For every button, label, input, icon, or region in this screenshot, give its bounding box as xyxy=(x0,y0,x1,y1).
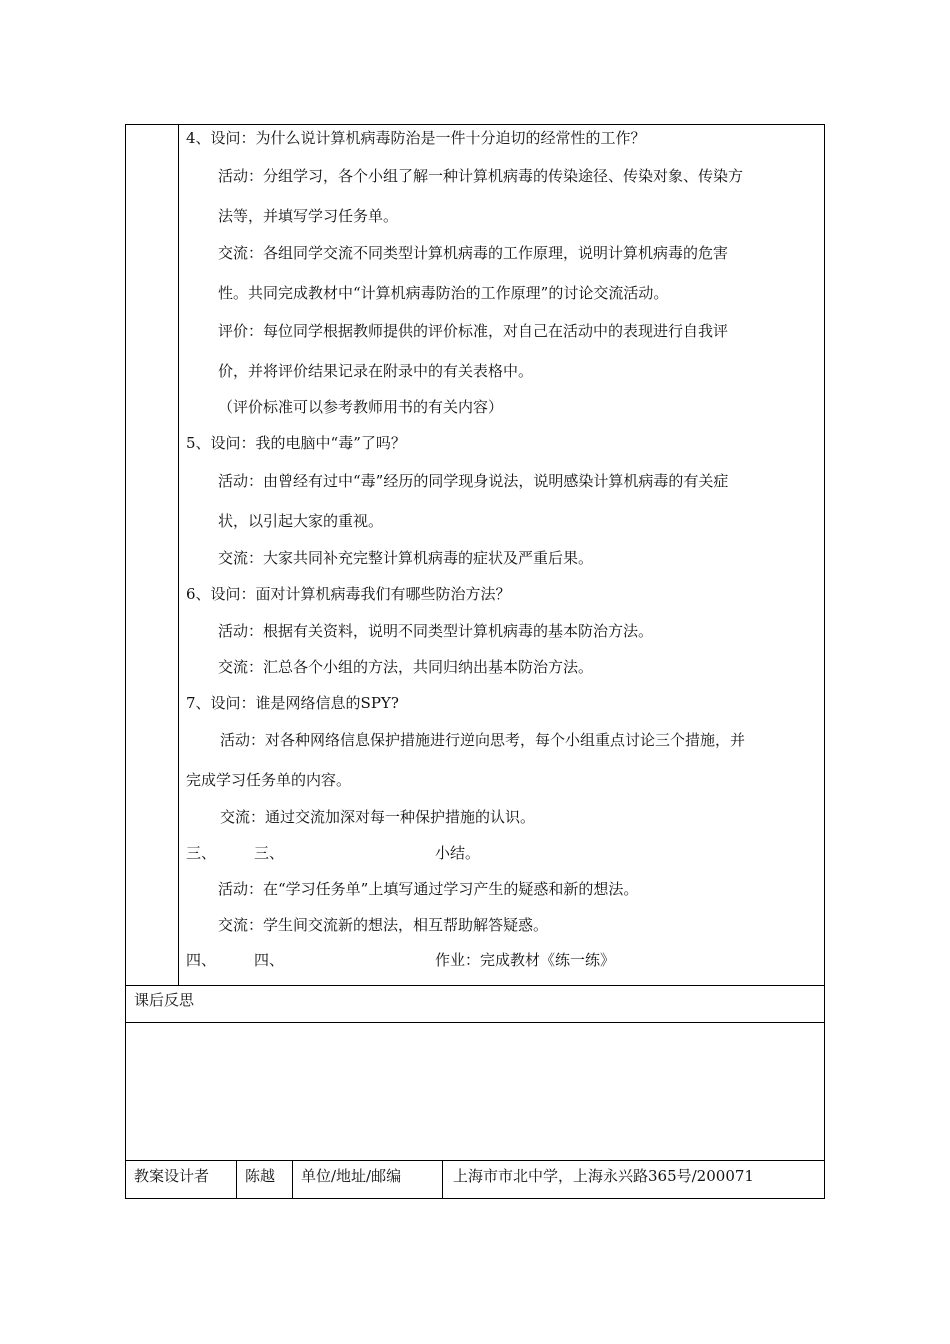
exchange-4: 交流：各组同学交流不同类型计算机病毒的工作原理，说明计算机病毒的危害 xyxy=(218,244,729,262)
unit-value: 上海市市北中学，上海永兴路365号/200071 xyxy=(453,1167,754,1185)
question-6: 6、设问：面对计算机病毒我们有哪些防治方法？ xyxy=(186,585,511,603)
section-3-title: 小结。 xyxy=(435,844,481,862)
evaluation-note: （评价标准可以参考教师用书的有关内容） xyxy=(218,398,504,416)
exchange-4-cont: 性。共同完成教材中“计算机病毒防治的工作原理”的讨论交流活动。 xyxy=(218,284,669,302)
designer-label: 教案设计者 xyxy=(134,1167,210,1185)
question-7: 7、设问：谁是网络信息的SPY? xyxy=(186,694,399,712)
section-4-number-repeat: 四、 xyxy=(254,951,285,969)
activity-4: 活动：分组学习，各个小组了解一种计算机病毒的传染途径、传染对象、传染方 xyxy=(218,167,744,185)
left-column-divider xyxy=(178,124,179,985)
evaluation-4-cont: 价，并将评价结果记录在附录中的有关表格中。 xyxy=(218,362,534,380)
question-5: 5、设问：我的电脑中“毒”了吗？ xyxy=(186,434,406,452)
section-3-activity: 活动：在“学习任务单”上填写通过学习产生的疑惑和新的想法。 xyxy=(218,880,639,898)
section-4-title: 作业：完成教材《练一练》 xyxy=(435,951,616,969)
footer-divider-1 xyxy=(236,1160,237,1199)
question-4: 4、设问：为什么说计算机病毒防治是一件十分迫切的经常性的工作？ xyxy=(186,129,646,147)
activity-5: 活动：由曾经有过中“毒”经历的同学现身说法，说明感染计算机病毒的有关症 xyxy=(218,472,729,490)
activity-7-cont: 完成学习任务单的内容。 xyxy=(186,771,352,789)
exchange-7: 交流：通过交流加深对每一种保护措施的认识。 xyxy=(220,808,536,826)
section-3-number-repeat: 三、 xyxy=(254,844,285,862)
unit-label: 单位/地址/邮编 xyxy=(301,1167,402,1185)
activity-5-cont: 状，以引起大家的重视。 xyxy=(218,512,384,530)
section-3-number: 三、 xyxy=(186,844,217,862)
row-divider-footer xyxy=(125,1160,825,1161)
section-4-number: 四、 xyxy=(186,951,217,969)
row-divider-reflection-body xyxy=(125,1022,825,1023)
reflection-label: 课后反思 xyxy=(134,991,195,1009)
row-divider-reflection xyxy=(125,985,825,986)
section-3-exchange: 交流：学生间交流新的想法，相互帮助解答疑惑。 xyxy=(218,916,549,934)
activity-4-cont: 法等，并填写学习任务单。 xyxy=(218,207,399,225)
activity-7: 活动：对各种网络信息保护措施进行逆向思考，每个小组重点讨论三个措施，并 xyxy=(220,731,746,749)
footer-divider-2 xyxy=(292,1160,293,1199)
activity-6: 活动：根据有关资料，说明不同类型计算机病毒的基本防治方法。 xyxy=(218,622,654,640)
exchange-6: 交流：汇总各个小组的方法，共同归纳出基本防治方法。 xyxy=(218,658,594,676)
evaluation-4: 评价：每位同学根据教师提供的评价标准，对自己在活动中的表现进行自我评 xyxy=(218,322,729,340)
designer-name: 陈越 xyxy=(245,1167,276,1185)
footer-divider-3 xyxy=(442,1160,443,1199)
exchange-5: 交流：大家共同补充完整计算机病毒的症状及严重后果。 xyxy=(218,549,594,567)
